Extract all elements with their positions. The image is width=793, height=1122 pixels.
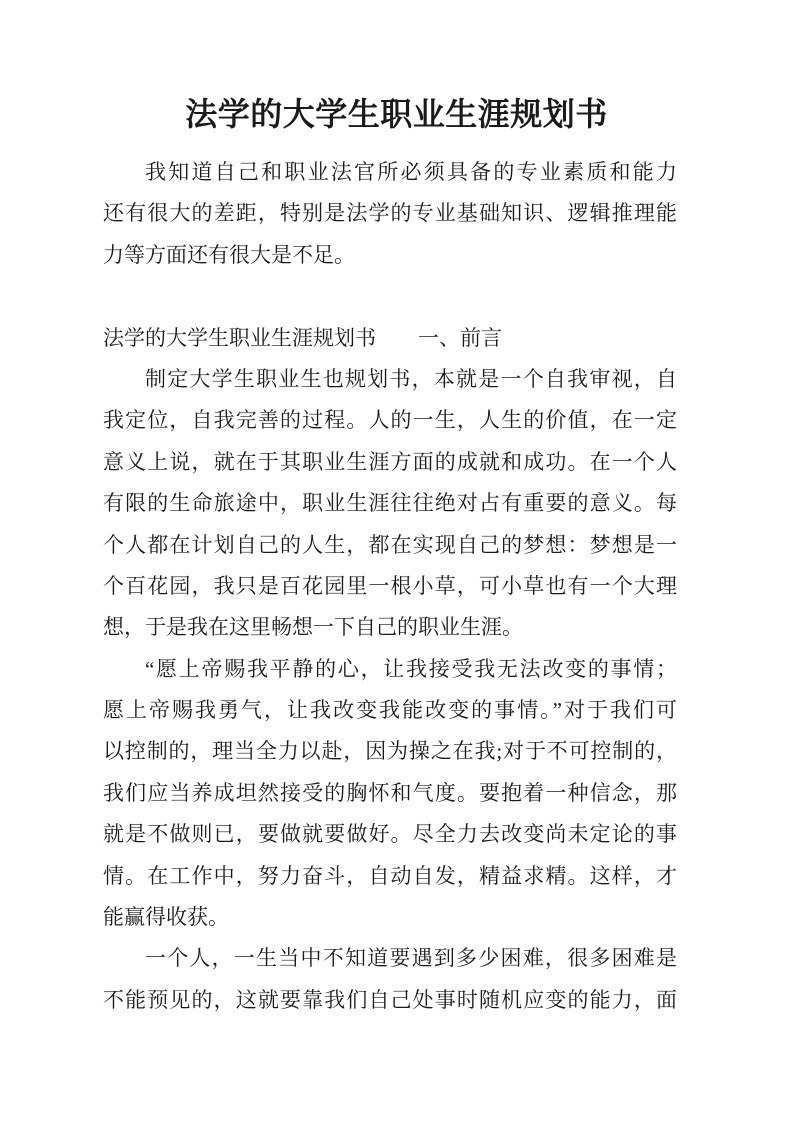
text-line: 愿上帝赐我勇气，让我改变我能改变的事情。”对于我们可 <box>103 698 677 723</box>
text-line: 我定位，自我完善的过程。人的一生，人生的价值，在一定 <box>103 408 677 433</box>
text-line: 想，于是我在这里畅想一下自己的职业生涯。 <box>103 615 523 640</box>
text-line: 我们应当养成坦然接受的胸怀和气度。要抱着一种信念，那 <box>103 780 677 805</box>
text-line: 我知道自己和职业法官所必须具备的专业素质和能力 <box>145 160 677 184</box>
text-line: 以控制的，理当全力以赴，因为操之在我;对于不可控制的， <box>103 739 677 764</box>
text-line: 不能预见的，这就要靠我们自己处事时随机应变的能力，面 <box>103 987 677 1012</box>
text-line: 就是不做则已，要做就要做好。尽全力去改变尚未定论的事 <box>103 822 677 847</box>
text-line: 制定大学生职业生也规划书，本就是一个自我审视，自 <box>145 366 677 391</box>
text-line: 个人都在计划自己的人生，都在实现自己的梦想：梦想是一 <box>103 532 677 557</box>
document-title: 法学的大学生职业生涯规划书 <box>185 96 608 132</box>
text-line: 有限的生命旅途中，职业生涯往往绝对占有重要的意义。每 <box>103 491 677 516</box>
document-body <box>103 152 677 1021</box>
text-line: 意义上说，就在于其职业生涯方面的成就和成功。在一个人 <box>103 449 677 474</box>
text-line: 力等方面还有很大是不足。 <box>103 242 355 267</box>
text-line: 一个人，一生当中不知道要遇到多少困难，很多困难是 <box>145 946 677 971</box>
text-line: “愿上帝赐我平静的心，让我接受我无法改变的事情； <box>145 656 677 681</box>
text-line: 情。在工作中，努力奋斗，自动自发，精益求精。这样，才 <box>103 863 677 888</box>
text-line: 还有很大的差距，特别是法学的专业基础知识、逻辑推理能 <box>103 201 677 226</box>
text-line: 能赢得收获。 <box>103 905 229 930</box>
text-line: 个百花园，我只是百花园里一根小草，可小草也有一个大理 <box>103 573 677 598</box>
blank-line <box>103 276 677 317</box>
section-heading-line: 法学的大学生职业生涯规划书 一、前言 <box>103 325 502 350</box>
